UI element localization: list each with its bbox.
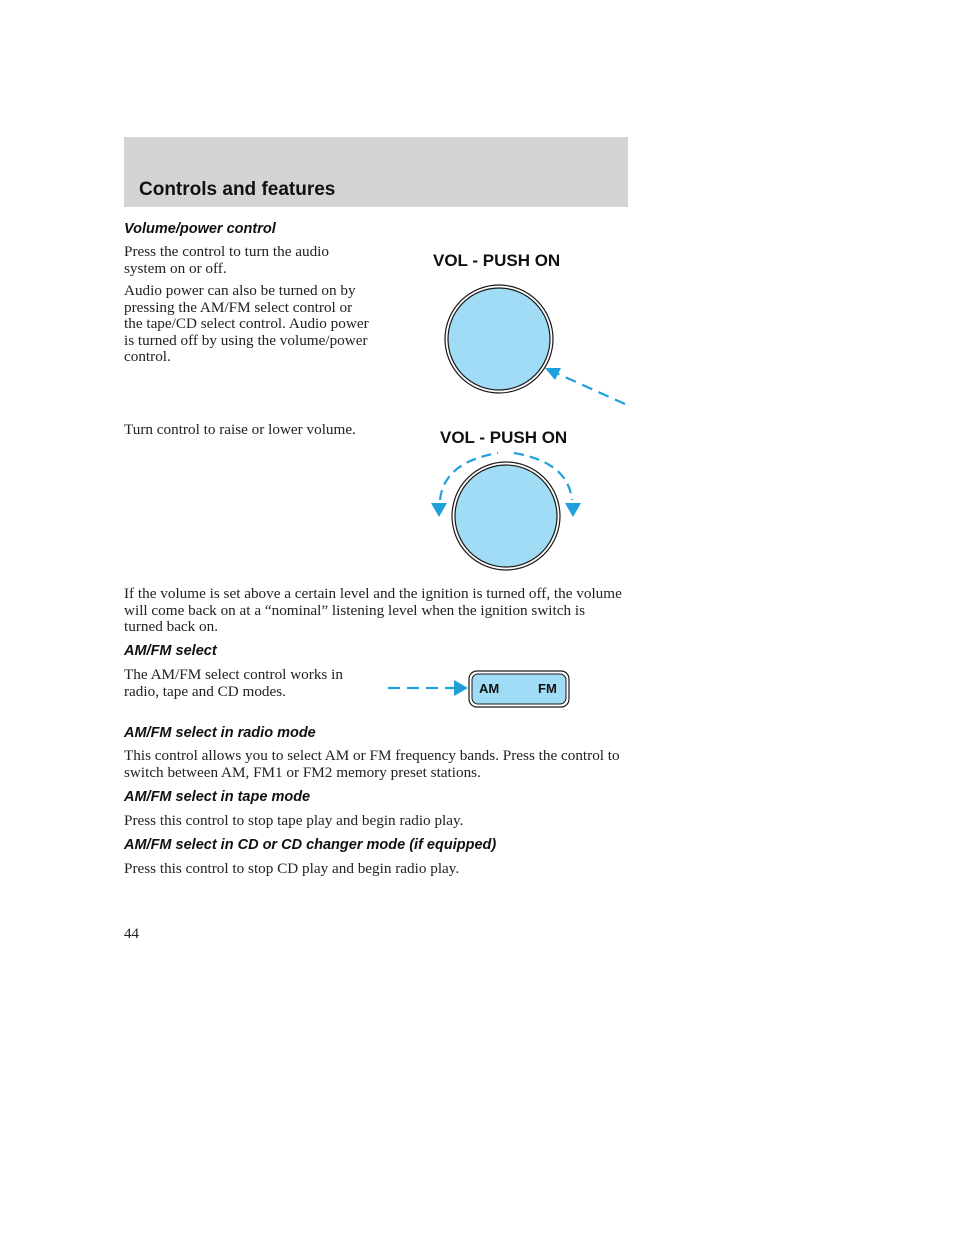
paragraph-nominal-volume: If the volume is set above a certain level and the ignition is turned off, the volume will come back on at a “nominal” listening level when the ignition switch is turned back on. [124, 585, 622, 635]
heading-radio-mode: AM/FM select in radio mode [124, 725, 316, 741]
heading-tape-mode: AM/FM select in tape mode [124, 789, 311, 805]
paragraph-turn-volume: Turn control to raise or lower volume. [124, 421, 356, 438]
knob-face [455, 465, 557, 567]
am-label: AM [479, 681, 500, 696]
arrow-down-left-icon [431, 503, 447, 517]
am-fm-button-figure [386, 670, 572, 710]
paragraph-radio-mode: This control allows you to select AM or FM frequency bands. Press the control to switch between AM, FM1 or FM2 memory preset stations. [124, 747, 620, 781]
paragraph-cd-mode: Press this control to stop CD play and begin radio play. [124, 860, 460, 877]
arrow-down-right-icon [565, 503, 581, 517]
heading-am-fm-select: AM/FM select [124, 643, 217, 659]
am-fm-arrow-head-icon [454, 680, 468, 696]
volume-knob-push-figure [440, 282, 630, 408]
header-band [124, 137, 628, 207]
paragraph-power-on-off: Press the control to turn the audio system on or off. [124, 243, 329, 277]
knob-turn-label: VOL - PUSH ON [440, 428, 568, 447]
page-title: Controls and features [139, 179, 336, 200]
push-arrow-line [556, 373, 625, 404]
heading-volume-power: Volume/power control [124, 221, 276, 237]
heading-cd-mode: AM/FM select in CD or CD changer mode (if equipped) [124, 837, 497, 853]
volume-knob-turn-figure [428, 448, 588, 572]
knob-face [448, 288, 550, 390]
paragraph-audio-power: Audio power can also be turned on by pressing the AM/FM select control or the tape/CD select control. Audio power is turned off by using the volume/power control. [124, 282, 369, 365]
fm-label: FM [538, 681, 557, 696]
knob-push-label: VOL - PUSH ON [433, 251, 561, 270]
page-number: 44 [124, 926, 139, 942]
paragraph-tape-mode: Press this control to stop tape play and begin radio play. [124, 812, 464, 829]
paragraph-am-fm-modes: The AM/FM select control works in radio, tape and CD modes. [124, 666, 343, 700]
